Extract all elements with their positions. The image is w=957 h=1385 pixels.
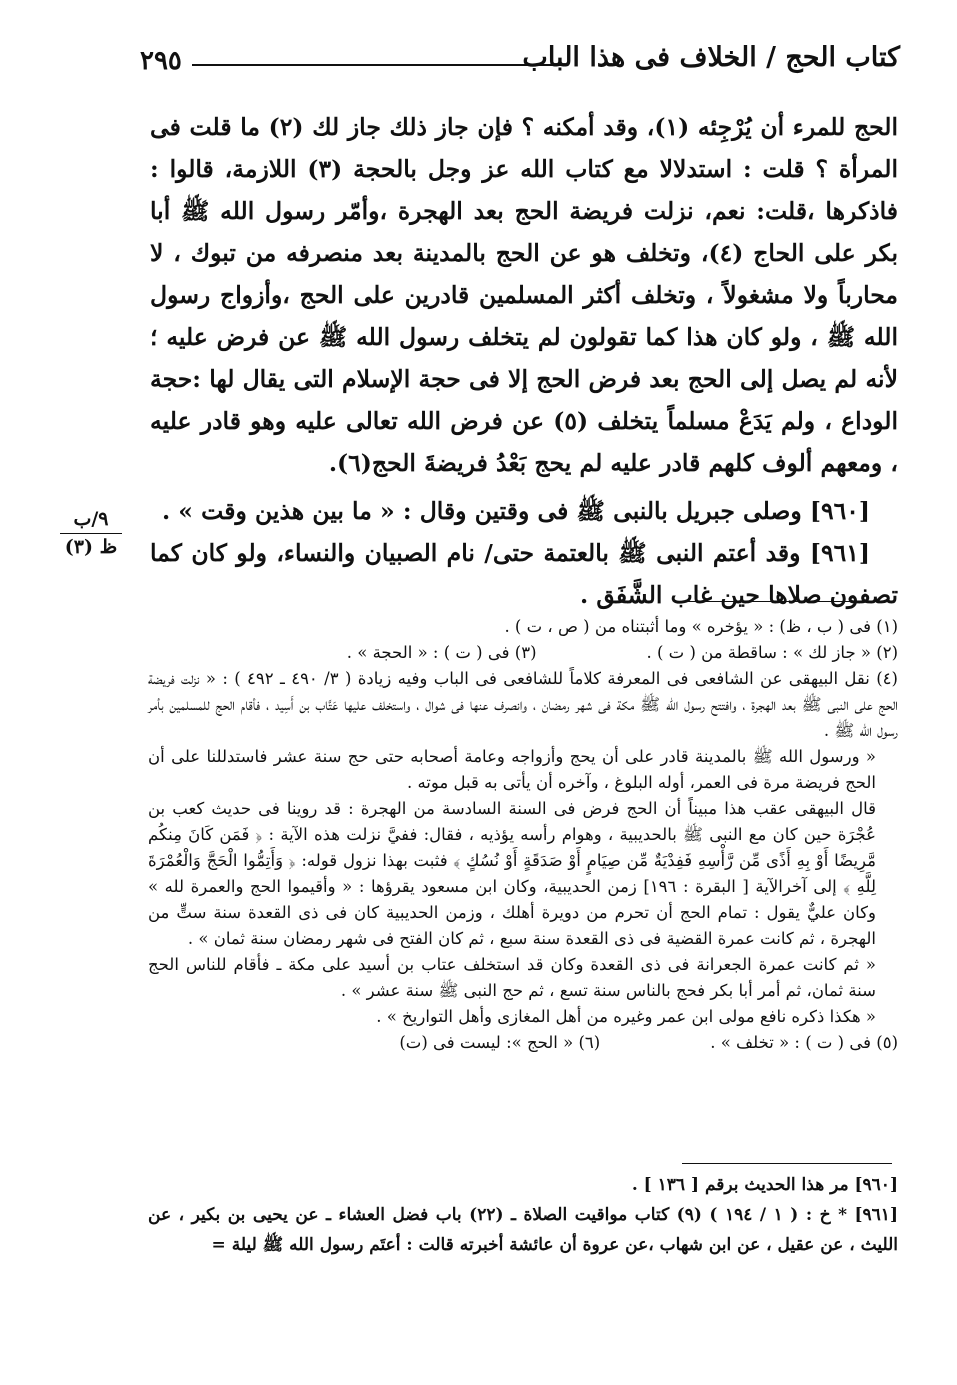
footnote-2: (٢) « جاز لك » : ساقطة من ( ت ) . [646, 643, 898, 662]
footnote-3: (٣) فى ( ت ) : « الحجة » . [346, 643, 537, 662]
footnote-row-5-6 [148, 1030, 898, 1056]
footnote-4-nafi: « هكذا ذكره نافع مولى ابن عمر وغيره من أهل المغازى وأهل التواريخ » . [376, 1007, 876, 1026]
footnote-4: (٤) نقل البيهقى عن الشافعى فى المعرفة كلاماً للشافعى فى الباب وفيه زيادة ( ٣/ ٤٩٠ ـ ٤٩٢ ) : « نزلت فريضة الحج على النبى ﷺ بعد الهجرة ، وافتتح رسول الله ﷺ مكة فى شهر رمضان ، وانصرف عنها فى شوال ، واستخلف عليها عَتَّاب بن أَسِيد ، فأقام الحج للمسلمين بأمر رسول الله ﷺ . [148, 669, 898, 740]
sources-divider [682, 1163, 892, 1164]
manuscript-marker: ظ (٣) [64, 536, 118, 558]
main-text [150, 106, 898, 616]
footnotes [148, 614, 898, 1056]
footnote-divider [682, 601, 892, 602]
source-960: [٩٦٠] مر هذا الحديث برقم [ ١٣٦ ] . [631, 1175, 898, 1195]
hadith-960: [٩٦٠] وصلى جبريل بالنبى ﷺ فى وقتين وقال : « ما بين هذين وقت » . [161, 497, 870, 525]
footnote-4-bayhaqi: قال البيهقى عقب هذا مبيناً أن الحج فرض فى السنة السادسة من الهجرة : قد روينا فى حديث كعب بن عُجْرَة حين كان مع النبى ﷺ بالحديبية ، وهوام رأسه يؤذيه ، فقال: ففيَّ نزلت هذه الآية : ﴿ فَمَن كَانَ مِنكُم مَّرِيضًا أَوْ بِهِ أَذًى مِّن رَّأْسِهِ فَفِدْيَةٌ مِّن صِيَامٍ أَوْ صَدَقَةٍ أَوْ نُسُكٍ ﴾ فثبت بهذا نزول قوله: ﴿ وَأَتِمُّوا الْحَجَّ وَالْعُمْرَةَ لِلَّهِ ﴾ إلى آخرالآية [ البقرة : ١٩٦] زمن الحديبية، وكان ابن مسعود يقرؤها : « وأقيموا الحج والعمرة لله » وكان عليٌّ يقول : تمام الحج أن تحرم من دويرة أهلك ، وزمن الحديبية كان فى ذى القعدة سنة ستٍّ من الهجرة ، ثم كانت عمرة القضية فى ذى القعدة سنة سبع ، ثم كان الفتح فى شهر رمضان سنة ثمان » . [148, 799, 877, 948]
footnote-5: (٥) فى ( ت ) : « تخلف » . [710, 1033, 898, 1052]
header-title: كتاب الحج / الخلاف فى هذا الباب [522, 42, 900, 73]
source-961: [٩٦١] * خ : ( ١ / ١٩٤ ) (٩) كتاب مواقيت الصلاة ـ (٢٢) باب فضل العشاء ـ عن يحيى بن بكير ، عن الليث ، عن عقيل ، عن ابن شهاب ،عن عروة أن عائشة أخبرته قالت : أعتَم رسول الله ﷺ ليلة = [148, 1205, 898, 1255]
footnote-4-jiranah: « ثم كانت عمرة الجعرانة فى ذى القعدة وكان قد استخلف عتاب بن أسيد على مكة ـ فأقام للناس الحج سنة ثمان، ثم أمر أبا بكر فحج بالناس سنة تسع ، ثم حج النبى ﷺ سنة عشر » . [148, 955, 877, 1000]
running-header [140, 40, 900, 80]
hadith-961: [٩٦١] وقد أعتم النبى ﷺ بالعتمة حتى/ نام الصبيان والنساء، ولو كان كما تصفون صلاها حين غاب الشَّفَق . [150, 539, 898, 609]
page-number: ٢٩٥ [140, 46, 182, 76]
manuscript-margin-note [60, 506, 122, 560]
footnote-6: (٦) « الحج »: ليست فى (ت) [399, 1033, 601, 1052]
hadith-sources [148, 1170, 898, 1260]
header-rule [192, 64, 562, 66]
footnote-4-quote: « ورسول الله ﷺ بالمدينة قادر على أن يحج وأزواجه وعامة أصحابه حتى حج سنة عشر فاستدللنا على أن الحج فريضة مرة فى العمر، أوله البلوغ ، وآخره أن يأتى به قبل موته . [148, 747, 876, 792]
footnote-row-2-3 [148, 640, 898, 666]
folio-marker: ٩/ب [60, 506, 122, 534]
footnote-1: (١) فى ( ب ، ظ) : « يؤخره » وما أثبتناه من ( ص ، ت ) . [504, 617, 898, 636]
main-paragraph: الحج للمرء أن يُرْجِئه (١)، وقد أمكنه ؟ فإن جاز ذلك جاز لك (٢) ما قلت فى المرأة ؟ قلت : استدلالا مع كتاب الله عز وجل بالحجة (٣) اللازمة، قالوا : فاذكرها ،قلت: نعم، نزلت فريضة الحج بعد الهجرة ،وأمّر رسول الله ﷺ أبا بكر على الحاج (٤)، وتخلف هو عن الحج بالمدينة بعد منصرفه من تبوك ، لا محارباً ولا مشغولاً ، وتخلف أكثر المسلمين قادرين على الحج ،وأزواج رسول الله ﷺ ، ولو كان هذا كما تقولون لم يتخلف رسول الله ﷺ عن فرض عليه ؛ لأنه لم يصل إلى الحج بعد فرض الحج إلا فى حجة الإسلام التى يقال لها :حجة الوداع ، ولم يَدَعْ مسلماً يتخلف (٥) عن فرض الله تعالى عليه وهو قادر عليه ، ومعهم ألوف كلهم قادر عليه لم يحج بَعْدُ فريضةَ الحج(٦). [150, 113, 898, 477]
